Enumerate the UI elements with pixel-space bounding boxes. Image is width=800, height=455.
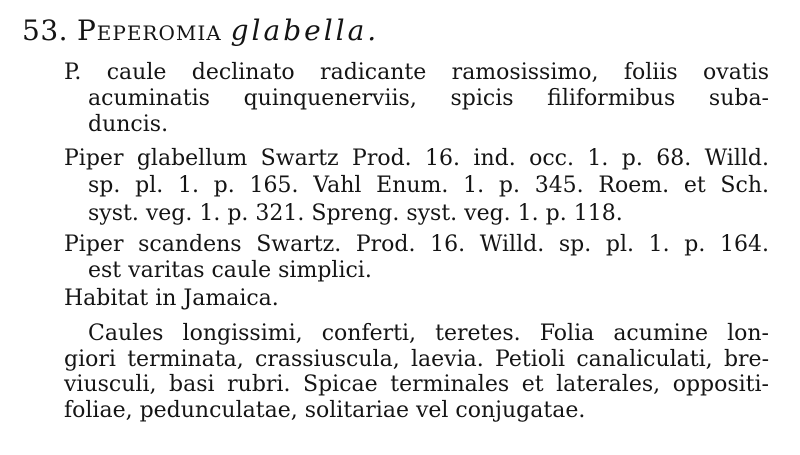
synonym-line: sp. pl. 1. p. 165. Vahl Enum. 1. p. 345. Roem. et Sch.	[88, 173, 769, 198]
species-epithet: glabella.	[230, 14, 380, 47]
habitat-line: Habitat in Jamaica.	[64, 286, 279, 311]
description-line: giori terminata, crassiuscula, laevia. Petioli canaliculati, bre-	[64, 347, 769, 372]
diagnosis-line: duncis.	[88, 112, 169, 137]
synonym-line: Piper glabellum Swartz Prod. 16. ind. occ. 1. p. 68. Willd.	[64, 146, 769, 171]
description-line: foliae, pedunculatae, solitariae vel conjugatae.	[64, 398, 586, 423]
genus-name: Peperomia	[76, 14, 222, 47]
species-heading	[22, 14, 380, 47]
synonym-line: Piper scandens Swartz. Prod. 16. Willd. sp. pl. 1. p. 164.	[64, 232, 769, 257]
synonym-line: syst. veg. 1. p. 321. Spreng. syst. veg. 1. p. 118.	[88, 201, 623, 226]
description-line: viusculi, basi rubri. Spicae terminales et laterales, oppositi-	[64, 372, 769, 397]
diagnosis-line: P. caule declinato radicante ramosissimo, foliis ovatis	[64, 60, 769, 85]
synonym-line: est varitas caule simplici.	[88, 258, 372, 283]
diagnosis-line: acuminatis quinquenerviis, spicis filiformibus suba-	[88, 86, 769, 111]
description-line: Caules longissimi, conferti, teretes. Folia acumine lon-	[88, 321, 769, 346]
species-number: 53.	[22, 14, 69, 47]
